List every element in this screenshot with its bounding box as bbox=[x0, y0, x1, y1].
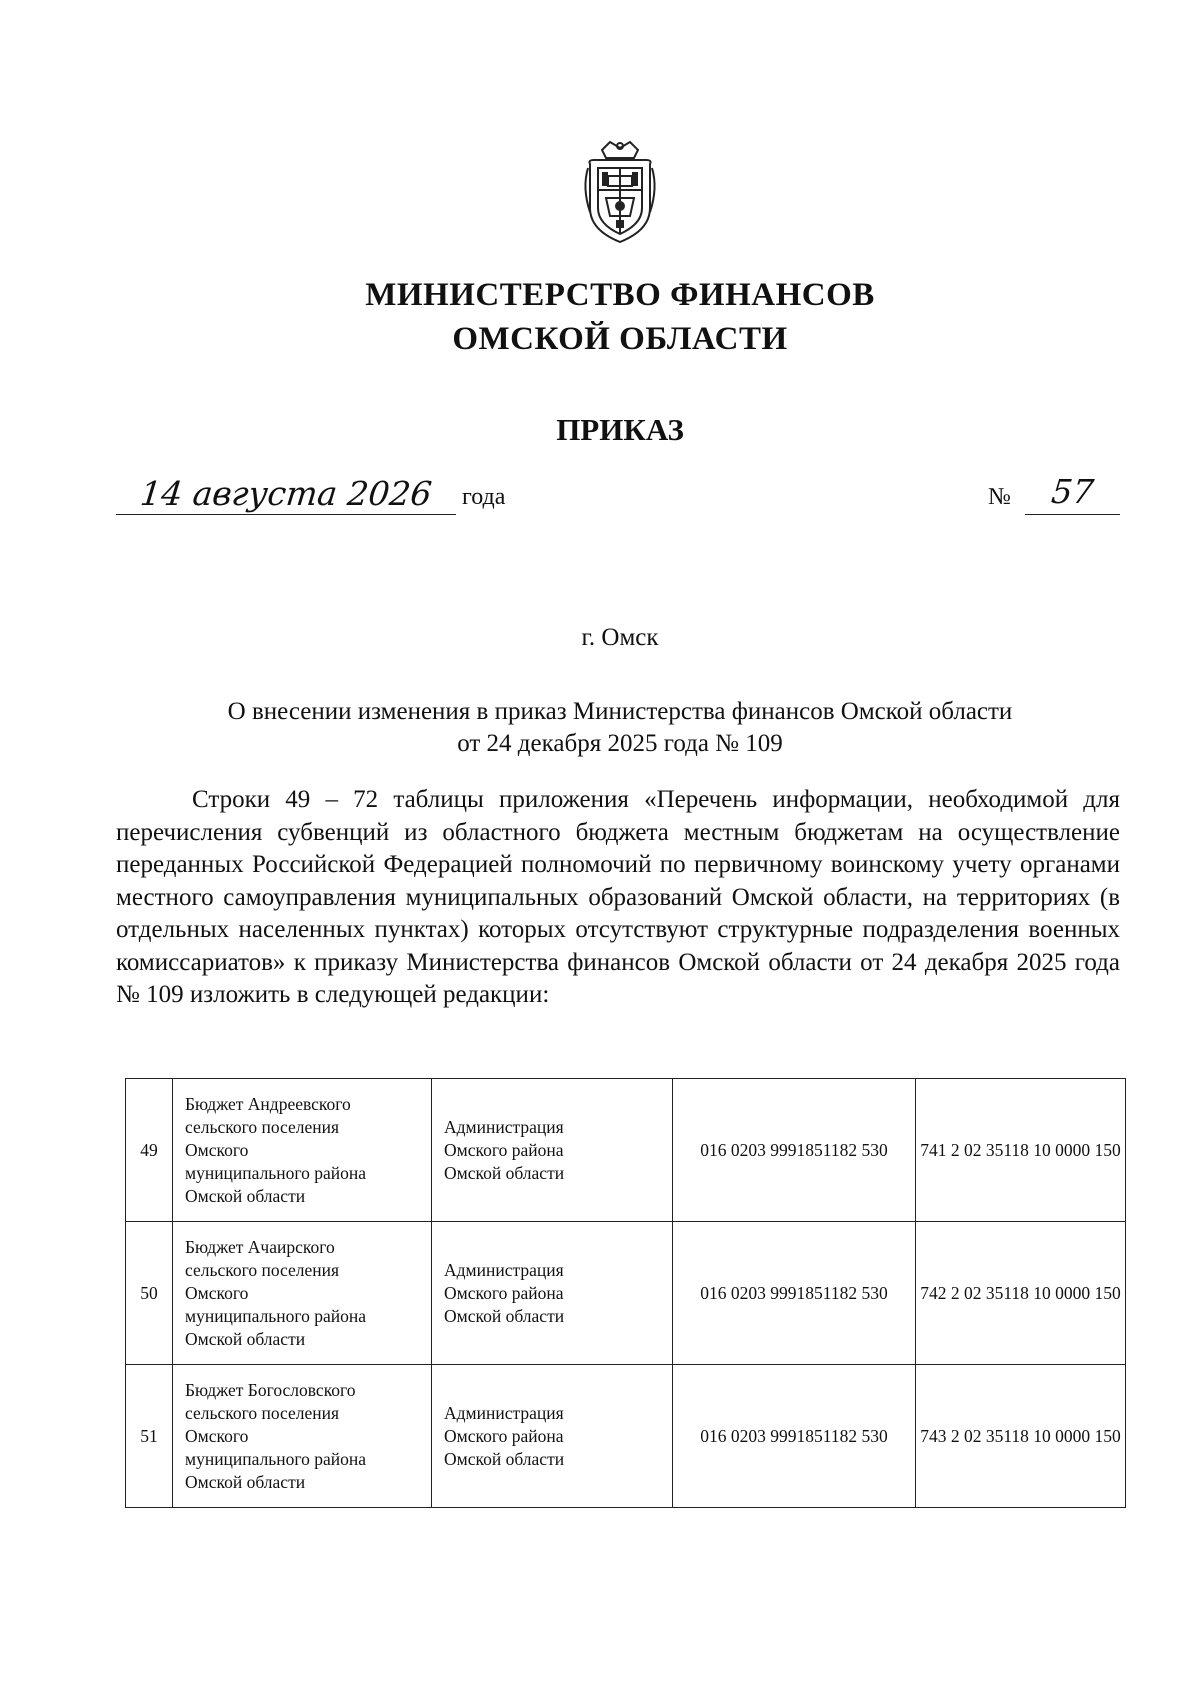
row-number: 51 bbox=[126, 1365, 173, 1508]
budget-name-line: муниципального района bbox=[185, 1162, 367, 1183]
administrator-line: Омского района bbox=[444, 1139, 564, 1160]
subvention-table bbox=[125, 1078, 1126, 1508]
budget-name bbox=[173, 1079, 432, 1222]
budget-name-line: Бюджет Ачаирского bbox=[185, 1236, 335, 1257]
budget-name bbox=[173, 1365, 432, 1508]
ministry-name bbox=[0, 273, 1200, 361]
order-number-handwritten: 57 bbox=[1049, 472, 1096, 511]
budget-name-line: Бюджет Богословского bbox=[185, 1379, 356, 1400]
administrator-name bbox=[432, 1079, 673, 1222]
order-number bbox=[1025, 472, 1120, 516]
budget-name-line: сельского поселения bbox=[185, 1259, 340, 1280]
administrator-line: Администрация bbox=[444, 1259, 564, 1280]
budget-name-line: Омской области bbox=[185, 1471, 306, 1492]
body-paragraph: Строки 49 – 72 таблицы приложения «Перечень информации, необходимой для перечисления субвенций из областного бюджета местным бюджетам на осуществление переданных Российской Федерацией полномочий по первичному воинскому учету органами местного самоуправления муниципальных образований Омской области, на территориях (в отдельных населенных пунктах) которых отсутствуют структурные подразделения военных комиссариатов» к приказу Министерства финансов Омской области от 24 декабря 2025 года № 109 изложить в следующей редакции: bbox=[116, 786, 1120, 1008]
administrator-line: Омской области bbox=[444, 1305, 565, 1326]
administrator-line: Омского района bbox=[444, 1282, 564, 1303]
order-subject-line2: от 24 декабря 2025 года № 109 bbox=[457, 730, 783, 757]
date-suffix: года bbox=[462, 484, 506, 510]
budget-name-line: Бюджет Андреевского bbox=[185, 1093, 351, 1114]
order-subject-line1: О внесении изменения в приказ Министерства финансов Омской области bbox=[227, 698, 1013, 725]
budget-name-line: Омского bbox=[185, 1425, 249, 1446]
table-row bbox=[126, 1222, 1126, 1365]
ministry-name-line2: ОМСКОЙ ОБЛАСТИ bbox=[452, 321, 788, 357]
revenue-code: 742 2 02 35118 10 0000 150 bbox=[916, 1222, 1126, 1365]
ministry-name-line1: МИНИСТЕРСТВО ФИНАНСОВ bbox=[365, 277, 875, 313]
table-row bbox=[126, 1079, 1126, 1222]
order-subject bbox=[150, 696, 1090, 760]
number-sign: № bbox=[988, 484, 1011, 510]
administrator-line: Администрация bbox=[444, 1116, 564, 1137]
budget-name-line: муниципального района bbox=[185, 1448, 367, 1469]
expense-code: 016 0203 9991851182 530 bbox=[673, 1365, 916, 1508]
expense-code: 016 0203 9991851182 530 bbox=[673, 1079, 916, 1222]
budget-name-line: Омского bbox=[185, 1139, 249, 1160]
administrator-name bbox=[432, 1365, 673, 1508]
row-number: 50 bbox=[126, 1222, 173, 1365]
budget-name-line: муниципального района bbox=[185, 1305, 367, 1326]
row-number: 49 bbox=[126, 1079, 173, 1222]
budget-name-line: Омской области bbox=[185, 1185, 306, 1206]
administrator-line: Омской области bbox=[444, 1162, 565, 1183]
order-date bbox=[116, 474, 456, 518]
budget-name bbox=[173, 1222, 432, 1365]
number-underline bbox=[1025, 514, 1120, 515]
table-row bbox=[126, 1365, 1126, 1508]
expense-code: 016 0203 9991851182 530 bbox=[673, 1222, 916, 1365]
revenue-code: 743 2 02 35118 10 0000 150 bbox=[916, 1365, 1126, 1508]
administrator-line: Администрация bbox=[444, 1402, 564, 1423]
administrator-line: Омского района bbox=[444, 1425, 564, 1446]
budget-name-line: сельского поселения bbox=[185, 1116, 340, 1137]
revenue-code: 741 2 02 35118 10 0000 150 bbox=[916, 1079, 1126, 1222]
budget-name-line: сельского поселения bbox=[185, 1402, 340, 1423]
order-title: ПРИКАЗ bbox=[556, 412, 684, 447]
order-date-handwritten: 14 августа 2026 bbox=[138, 474, 434, 513]
coat-of-arms-emblem bbox=[580, 138, 660, 246]
budget-name-line: Омской области bbox=[185, 1328, 306, 1349]
administrator-name bbox=[432, 1222, 673, 1365]
city: г. Омск bbox=[581, 624, 659, 651]
administrator-line: Омской области bbox=[444, 1448, 565, 1469]
budget-name-line: Омского bbox=[185, 1282, 249, 1303]
date-underline bbox=[116, 514, 456, 515]
